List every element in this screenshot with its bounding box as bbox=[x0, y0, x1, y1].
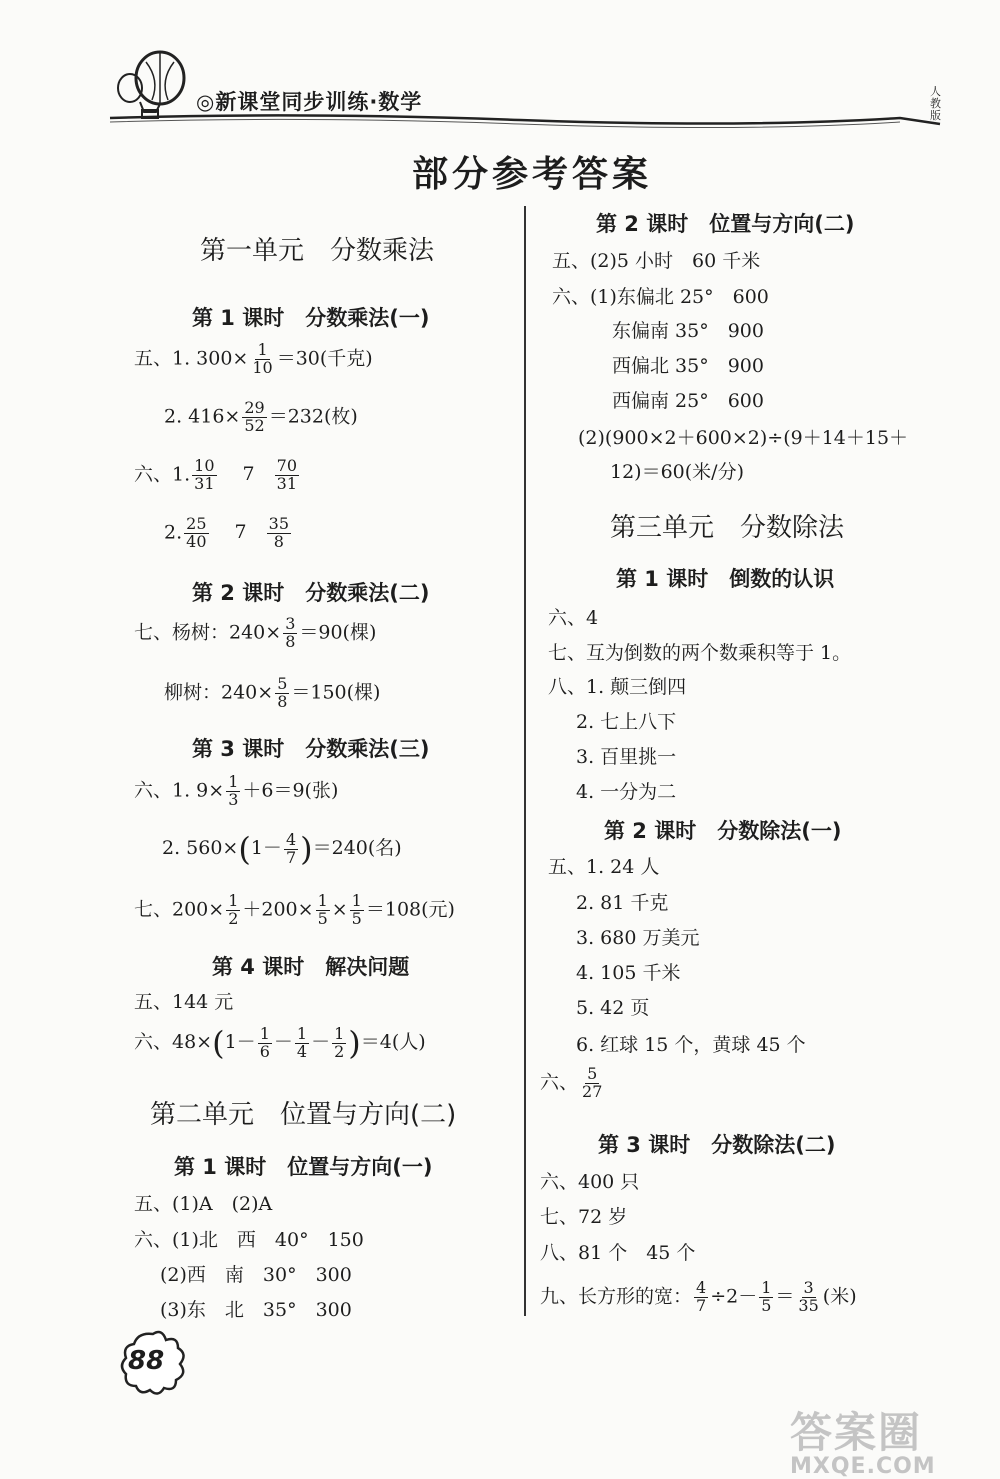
answer-line: 七、72 岁 bbox=[540, 1206, 628, 1228]
fraction: $\frac{25}{40}$ bbox=[186, 514, 207, 551]
answer-line: (3)东 北 35° 300 bbox=[160, 1299, 352, 1321]
unit-heading-2: 第二单元 位置与方向(二) bbox=[150, 1100, 457, 1130]
answer-line: 六、4 bbox=[548, 607, 599, 629]
answer-line: 七、互为倒数的两个数乘积等于 1。 bbox=[548, 642, 852, 664]
column-divider bbox=[524, 206, 526, 1316]
answer-line: 3. 680 万美元 bbox=[576, 927, 700, 949]
fraction: $\frac{1}{4}$ bbox=[296, 1023, 308, 1061]
answer-line: 5. 42 页 bbox=[576, 997, 650, 1019]
fraction: $\frac{1}{10}$ bbox=[252, 340, 273, 377]
lesson-heading: 第 3 课时 分数除法(二) bbox=[598, 1133, 836, 1157]
answer-line: 七、杨树：240× $\frac{3}{8}$ ＝90(棵) bbox=[134, 614, 377, 651]
answer-line: 2. $\frac{25}{40}$ 7 $\frac{35}{8}$ bbox=[164, 514, 289, 551]
answer-line: 东偏南 35° 900 bbox=[612, 320, 764, 342]
unit-heading-3: 第三单元 分数除法 bbox=[610, 513, 845, 543]
watermark-url: MXQE.COM bbox=[790, 1454, 936, 1479]
answer-line: (2)(900×2＋600×2)÷(9＋14＋15＋ bbox=[578, 427, 909, 449]
page-title: 部分参考答案 bbox=[411, 154, 652, 195]
answer-line: 2. 81 千克 bbox=[576, 892, 669, 914]
answer-line: 西偏南 25° 600 bbox=[612, 390, 764, 412]
answer-line: 六、(1)东偏北 25° 600 bbox=[552, 286, 769, 308]
fraction: $\frac{29}{52}$ bbox=[244, 398, 265, 435]
fraction: $\frac{10}{31}$ bbox=[194, 456, 215, 493]
answer-line: 八、81 个 45 个 bbox=[540, 1242, 696, 1264]
fraction: $\frac{3}{8}$ bbox=[285, 614, 296, 651]
answer-line: 2. 560×(1－ $\frac{4}{7}$ )＝240(名) bbox=[162, 829, 402, 868]
answer-line: 六、1. 9× $\frac{1}{3}$ ＋6＝9(张) bbox=[134, 772, 339, 809]
answer-line: 九、长方形的宽： $\frac{4}{7}$ ÷2－ $\frac{1}{5}$ ＝ $\frac{3}{35}$ (米) bbox=[540, 1278, 857, 1315]
fraction: $\frac{1}{2}$ bbox=[334, 1023, 345, 1061]
answer-line: 12)＝60(米/分) bbox=[610, 461, 744, 483]
answer-line: 4. 105 千米 bbox=[576, 962, 681, 984]
answer-line: 六、400 只 bbox=[540, 1171, 640, 1193]
answer-line: 西偏北 35° 900 bbox=[612, 355, 764, 377]
answer-line: 五、144 元 bbox=[134, 991, 234, 1013]
answer-line: 八、1. 颠三倒四 bbox=[548, 676, 687, 698]
lesson-heading: 第 1 课时 分数乘法(一) bbox=[192, 306, 430, 330]
edition-mark: 人教版 bbox=[930, 85, 941, 122]
answer-line: 4. 一分为二 bbox=[576, 781, 677, 803]
lesson-heading: 第 2 课时 分数乘法(二) bbox=[192, 581, 430, 605]
fraction: $\frac{1}{5}$ bbox=[317, 891, 328, 928]
fraction: $\frac{1}{2}$ bbox=[228, 891, 239, 928]
answer-line: 3. 百里挑一 bbox=[576, 746, 677, 768]
fraction: $\frac{1}{5}$ bbox=[761, 1278, 772, 1315]
watermark-logo: 答案圈 bbox=[790, 1408, 923, 1457]
fraction: $\frac{1}{5}$ bbox=[351, 891, 362, 928]
answer-line: 2. 七上八下 bbox=[576, 711, 677, 733]
answer-line: 五、(1)A (2)A bbox=[134, 1193, 273, 1215]
series-title: ◎新课堂同步训练·数学 bbox=[196, 90, 423, 114]
answer-line: 六、48×(1－ $\frac{1}{6}$ － $\frac{1}{4}$ － $\frac{1}{2}$ )＝4(人) bbox=[134, 1023, 426, 1062]
lesson-heading: 第 2 课时 位置与方向(二) bbox=[596, 212, 855, 236]
fraction: $\frac{4}{7}$ bbox=[285, 829, 297, 867]
lesson-heading: 第 3 课时 分数乘法(三) bbox=[192, 737, 430, 761]
fraction: $\frac{4}{7}$ bbox=[696, 1278, 707, 1315]
fraction: $\frac{5}{8}$ bbox=[277, 674, 288, 711]
fraction: $\frac{70}{31}$ bbox=[276, 456, 297, 493]
answer-line: 柳树：240× $\frac{5}{8}$ ＝150(棵) bbox=[164, 674, 381, 711]
fraction: $\frac{1}{6}$ bbox=[259, 1023, 270, 1061]
fraction: $\frac{3}{35}$ bbox=[798, 1278, 819, 1315]
answer-line: 五、(2)5 小时 60 千米 bbox=[552, 250, 761, 272]
answer-line: (2)西 南 30° 300 bbox=[160, 1264, 352, 1286]
watermark bbox=[790, 1400, 936, 1479]
answer-line: 六、(1)北 西 40° 150 bbox=[134, 1229, 364, 1251]
answer-line: 2. 416× $\frac{29}{52}$ ＝232(枚) bbox=[164, 398, 358, 435]
answer-line: 6. 红球 15 个，黄球 45 个 bbox=[576, 1034, 806, 1056]
answer-line: 六、 $\frac{5}{27}$ bbox=[540, 1064, 603, 1101]
answer-line: 七、200× $\frac{1}{2}$ ＋200× $\frac{1}{5}$ × $\frac{1}{5}$ ＝108(元) bbox=[134, 891, 455, 928]
lesson-heading: 第 4 课时 解决问题 bbox=[212, 955, 410, 979]
unit-heading-1: 第一单元 分数乘法 bbox=[200, 236, 435, 266]
answer-line: 六、1. $\frac{10}{31}$ 7 $\frac{70}{31}$ bbox=[134, 456, 297, 493]
fraction: $\frac{5}{27}$ bbox=[582, 1064, 603, 1101]
page-number: 88 bbox=[128, 1346, 165, 1376]
lesson-heading: 第 1 课时 位置与方向(一) bbox=[174, 1155, 433, 1179]
fraction: $\frac{1}{3}$ bbox=[228, 772, 239, 809]
balloon-icon bbox=[118, 52, 184, 118]
lesson-heading: 第 2 课时 分数除法(一) bbox=[604, 819, 842, 843]
lesson-heading: 第 1 课时 倒数的认识 bbox=[616, 567, 835, 591]
answer-line: 五、1. 24 人 bbox=[548, 856, 660, 878]
fraction: $\frac{35}{8}$ bbox=[268, 514, 289, 551]
answer-line: 五、1. 300× $\frac{1}{10}$ ＝30(千克) bbox=[134, 340, 373, 377]
